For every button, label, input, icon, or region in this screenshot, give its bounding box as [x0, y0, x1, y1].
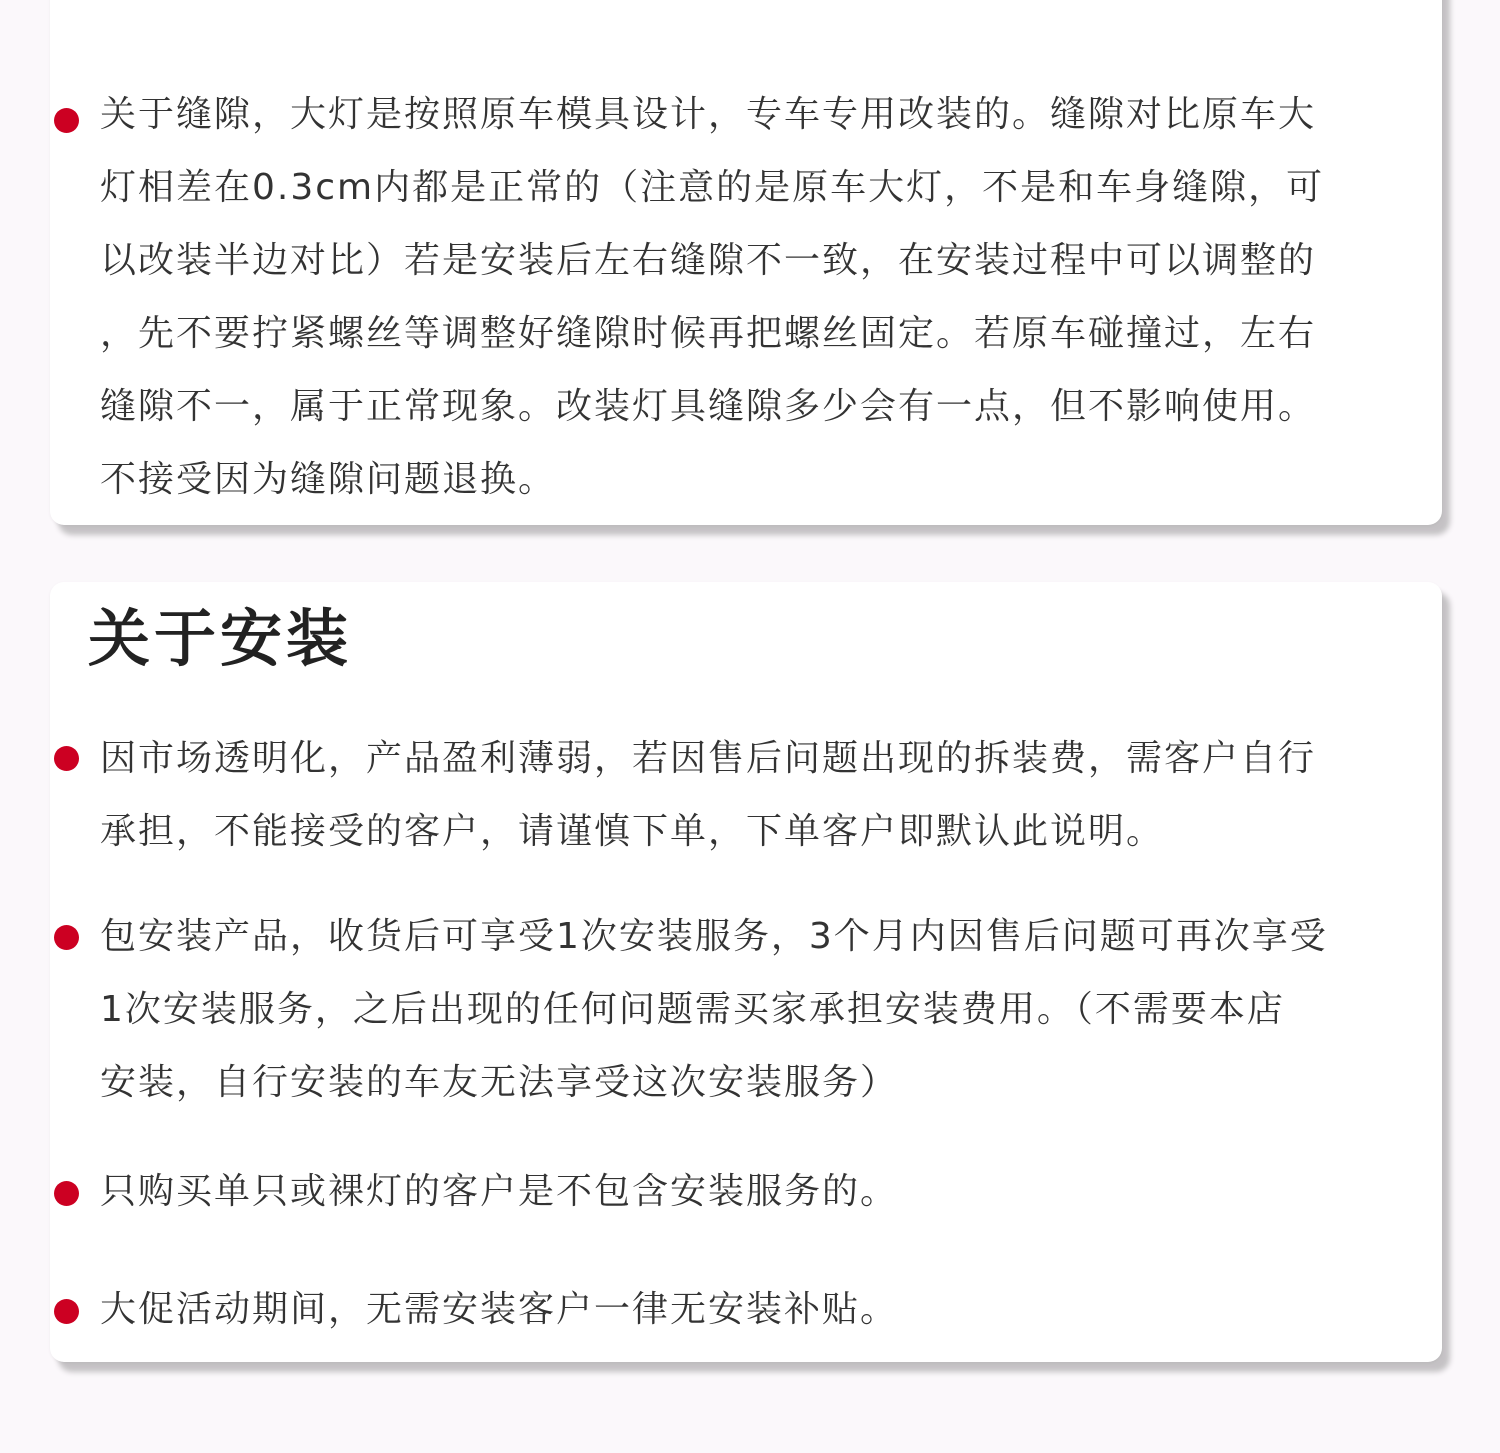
section-title: 关于安装	[88, 602, 353, 675]
bullet-dot-icon	[54, 925, 79, 950]
list-item-text: 因市场透明化，产品盈利薄弱，若因售后问题出现的拆装费，需客户自行 承担，不能接受的客户，请谨慎下单，下单客户即默认此说明。	[100, 738, 1317, 852]
list-item-text: 大促活动期间，无需安装客户一律无安装补贴。	[100, 1289, 899, 1330]
bullet-dot-icon	[54, 1299, 79, 1324]
bullet-dot-icon	[54, 1181, 79, 1206]
bullet-dot-icon	[54, 108, 79, 133]
aftersales-notes-card	[50, 0, 1442, 525]
clipped-text-line	[100, 0, 1418, 2]
install-info-card	[50, 582, 1442, 1362]
list-item-text: 只购买单只或裸灯的客户是不包含安装服务的。	[100, 1171, 899, 1212]
bullet-dot-icon	[54, 746, 79, 771]
list-item-text: 包安装产品，收货后可享受1次安装服务，3个月内因售后问题可再次享受 1次安装服务，之后出现的任何问题需买家承担安装费用。（不需要本店 安装，自行安装的车友无法享受这次安装服务）	[100, 916, 1328, 1103]
list-item-text: 关于缝隙，大灯是按照原车模具设计，专车专用改装的。缝隙对比原车大 灯相差在0.3cm内都是正常的（注意的是原车大灯，不是和车身缝隙，可 以改装半边对比）若是安装后左右缝隙不一致，在安装过程中可以调整的 ，先不要拧紧螺丝等调整好缝隙时候再把螺丝固定。若原车碰撞过，左右 缝隙不一，属于正常现象。改装灯具缝隙多少会有一点，但不影响使用。 不接受因为缝隙问题退换。	[100, 94, 1325, 500]
